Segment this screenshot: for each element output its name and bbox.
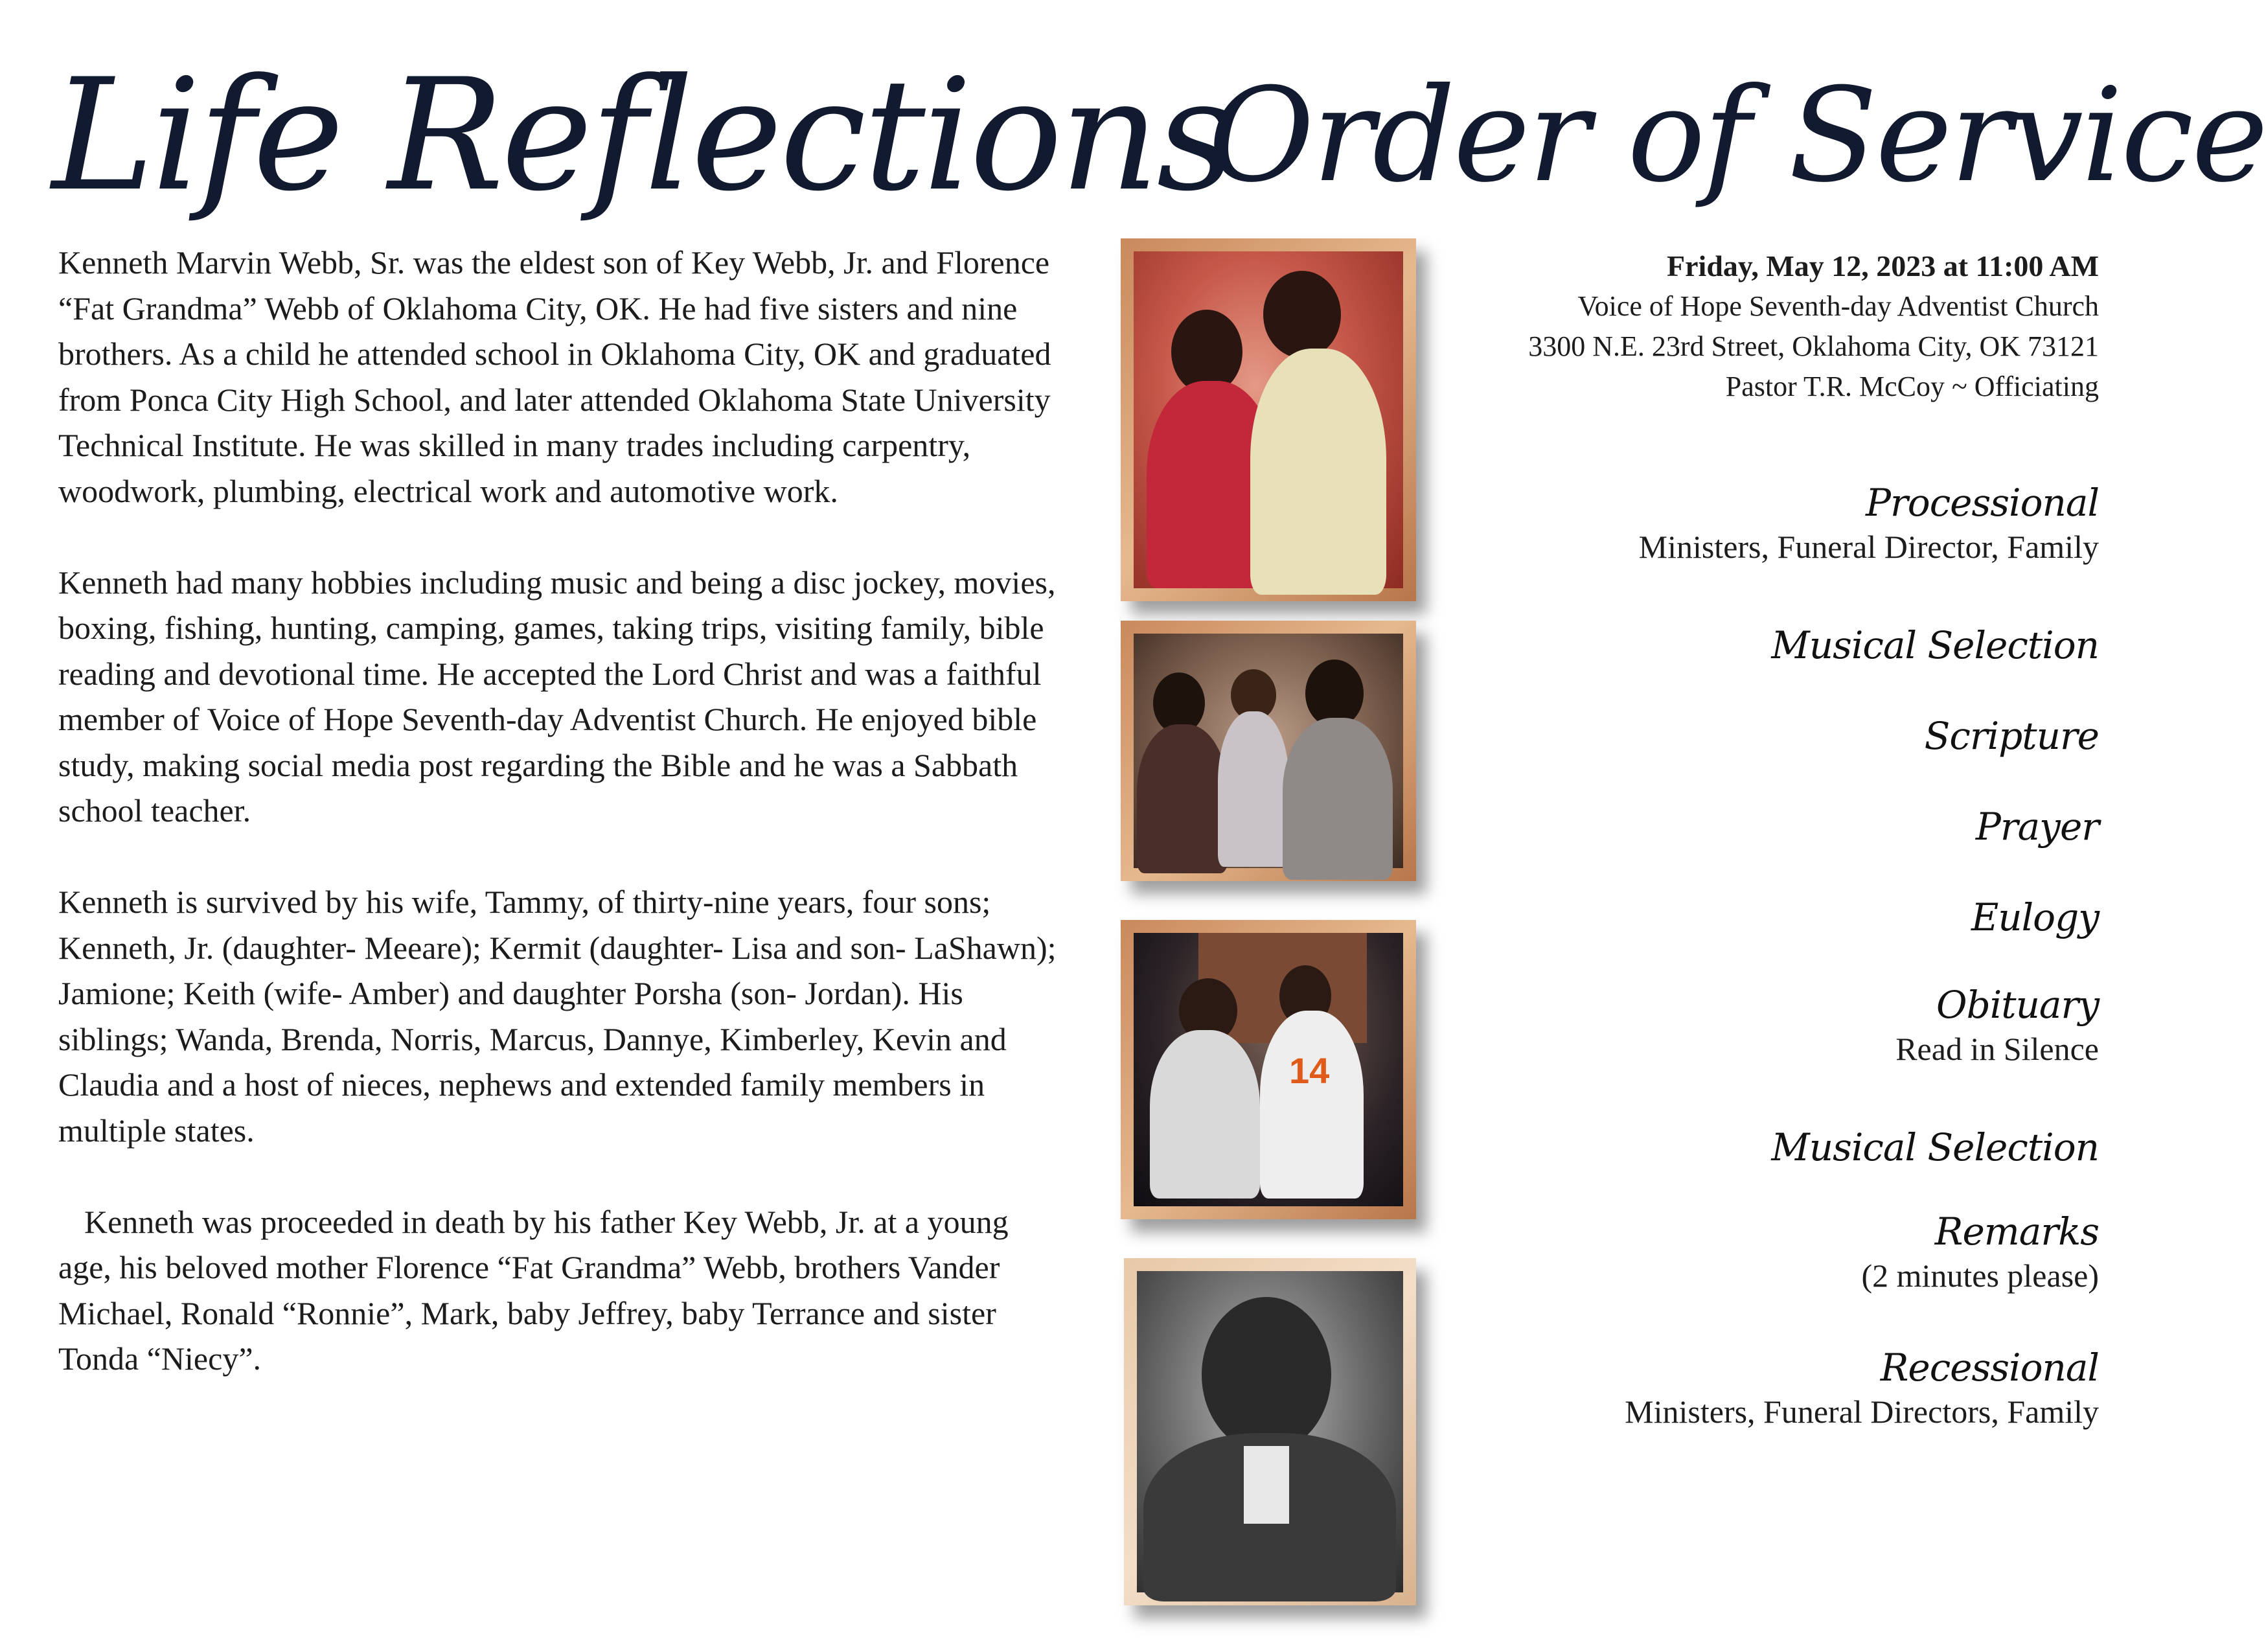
program-item-remarks xyxy=(1386,1208,2099,1296)
service-address: 3300 N.E. 23rd Street, Oklahoma City, OK 73121 xyxy=(1528,330,2099,362)
life-reflections-title: Life Reflections xyxy=(52,46,1233,225)
program-item-recessional xyxy=(1386,1344,2099,1432)
program-label: Eulogy xyxy=(1971,895,2099,939)
portrait-photo-image xyxy=(1137,1271,1403,1592)
service-info xyxy=(1322,246,2099,407)
program-detail: (2 minutes please) xyxy=(1861,1257,2099,1294)
program-item-eulogy xyxy=(1386,894,2099,941)
bio-paragraph-1: Kenneth Marvin Webb, Sr. was the eldest son of Key Webb, Jr. and Florence “Fat Grandma” Webb of Oklahoma City, OK. He had five sisters and nine brothers. As a child he attended school in Oklahoma City, OK and graduated from Ponca City High School, and later attended Oklahoma State University Technical Institute. He was skilled in many trades including carpentry, woodwork, plumbing, electrical work and automotive work. xyxy=(58,244,1051,509)
program-item-obituary xyxy=(1386,981,2099,1070)
football-photo-image: 14 xyxy=(1134,933,1403,1206)
program-item-musical-selection-2 xyxy=(1386,1124,2099,1171)
program-label: Musical Selection xyxy=(1771,623,2099,667)
family-photo xyxy=(1121,621,1416,881)
order-of-service-title: Order of Service xyxy=(1208,60,2266,211)
program-detail: Ministers, Funeral Director, Family xyxy=(1638,529,2099,565)
football-photo xyxy=(1121,920,1416,1219)
service-date: Friday, May 12, 2023 at 11:00 AM xyxy=(1667,249,2099,282)
program-item-scripture xyxy=(1386,713,2099,759)
program-label: Processional xyxy=(1866,481,2099,525)
program-label: Obituary xyxy=(1936,983,2099,1027)
program-label: Recessional xyxy=(1880,1346,2099,1390)
life-reflections-text xyxy=(58,240,1059,1427)
service-church: Voice of Hope Seventh-day Adventist Church xyxy=(1577,290,2099,322)
bio-paragraph-2: Kenneth had many hobbies including music and being a disc jockey, movies, boxing, fishing, hunting, camping, games, taking trips, visiting family, bible reading and devotional time. He accepted the Lord Christ and was a faithful member of Voice of Hope Seventh-day Adventist Church. He enjoyed bible study, making social media post regarding the Bible and he was a Sabbath school teacher. xyxy=(58,564,1056,829)
family-photo-image xyxy=(1134,634,1403,868)
program-item-musical-selection-1 xyxy=(1386,622,2099,669)
program-label: Prayer xyxy=(1975,805,2099,849)
program-item-processional xyxy=(1386,479,2099,568)
service-officiant: Pastor T.R. McCoy ~ Officiating xyxy=(1725,371,2099,402)
program-detail: Ministers, Funeral Directors, Family xyxy=(1625,1394,2099,1430)
program-item-prayer xyxy=(1386,803,2099,850)
program-label: Scripture xyxy=(1924,714,2099,758)
bio-paragraph-3: Kenneth is survived by his wife, Tammy, of thirty-nine years, four sons; Kenneth, Jr. (daughter- Meeare); Kermit (daughter- Lisa and son- LaShawn); Jamione; Keith (wife- Amber) and daughter Porsha (son- Jordan). His siblings; Wanda, Brenda, Norris, Marcus, Dannye, Kimberley, Kevin and Claudia and a host of nieces, nephews and extended family members in multiple states. xyxy=(58,884,1057,1149)
bio-paragraph-4: Kenneth was proceeded in death by his father Key Webb, Jr. at a young age, his beloved mother Florence “Fat Grandma” Webb, brothers Vander Michael, Ronald “Ronnie”, Mark, baby Jeffrey, baby Terrance and sister Tonda “Niecy”. xyxy=(58,1203,1009,1377)
program-label: Musical Selection xyxy=(1771,1125,2099,1169)
program-label: Remarks xyxy=(1934,1210,2099,1254)
portrait-photo xyxy=(1124,1258,1416,1605)
program-detail: Read in Silence xyxy=(1895,1031,2099,1067)
